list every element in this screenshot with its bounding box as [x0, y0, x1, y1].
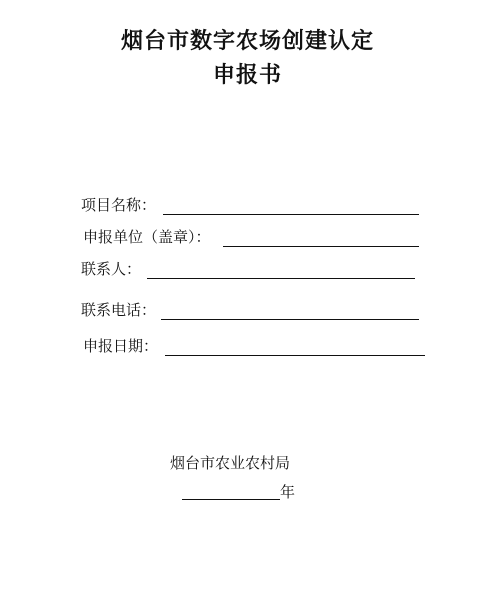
project-name-label: 项目名称： — [81, 196, 157, 214]
issuing-authority: 烟台市农业农村局 — [170, 454, 291, 472]
contact-person-label: 联系人： — [81, 260, 142, 278]
contact-phone-blank-line — [161, 319, 419, 320]
project-name-field — [81, 194, 421, 216]
applicant-unit-field — [83, 226, 423, 248]
contact-phone-field — [81, 299, 421, 321]
contact-phone-label: 联系电话： — [81, 301, 157, 319]
year-row — [182, 481, 295, 503]
applicant-unit-blank-line — [223, 246, 419, 247]
document-title: 烟台市数字农场创建认定 — [120, 28, 374, 54]
contact-person-blank-line — [147, 278, 415, 279]
year-blank-line — [182, 481, 280, 500]
year-suffix: 年 — [280, 483, 296, 501]
application-date-blank-line — [165, 355, 425, 356]
project-name-blank-line — [163, 214, 419, 215]
document-subtitle: 申报书 — [212, 62, 282, 88]
applicant-unit-label: 申报单位（盖章）： — [83, 228, 211, 246]
contact-person-field — [81, 258, 421, 280]
application-date-field — [83, 335, 428, 357]
application-date-label: 申报日期： — [83, 337, 159, 355]
